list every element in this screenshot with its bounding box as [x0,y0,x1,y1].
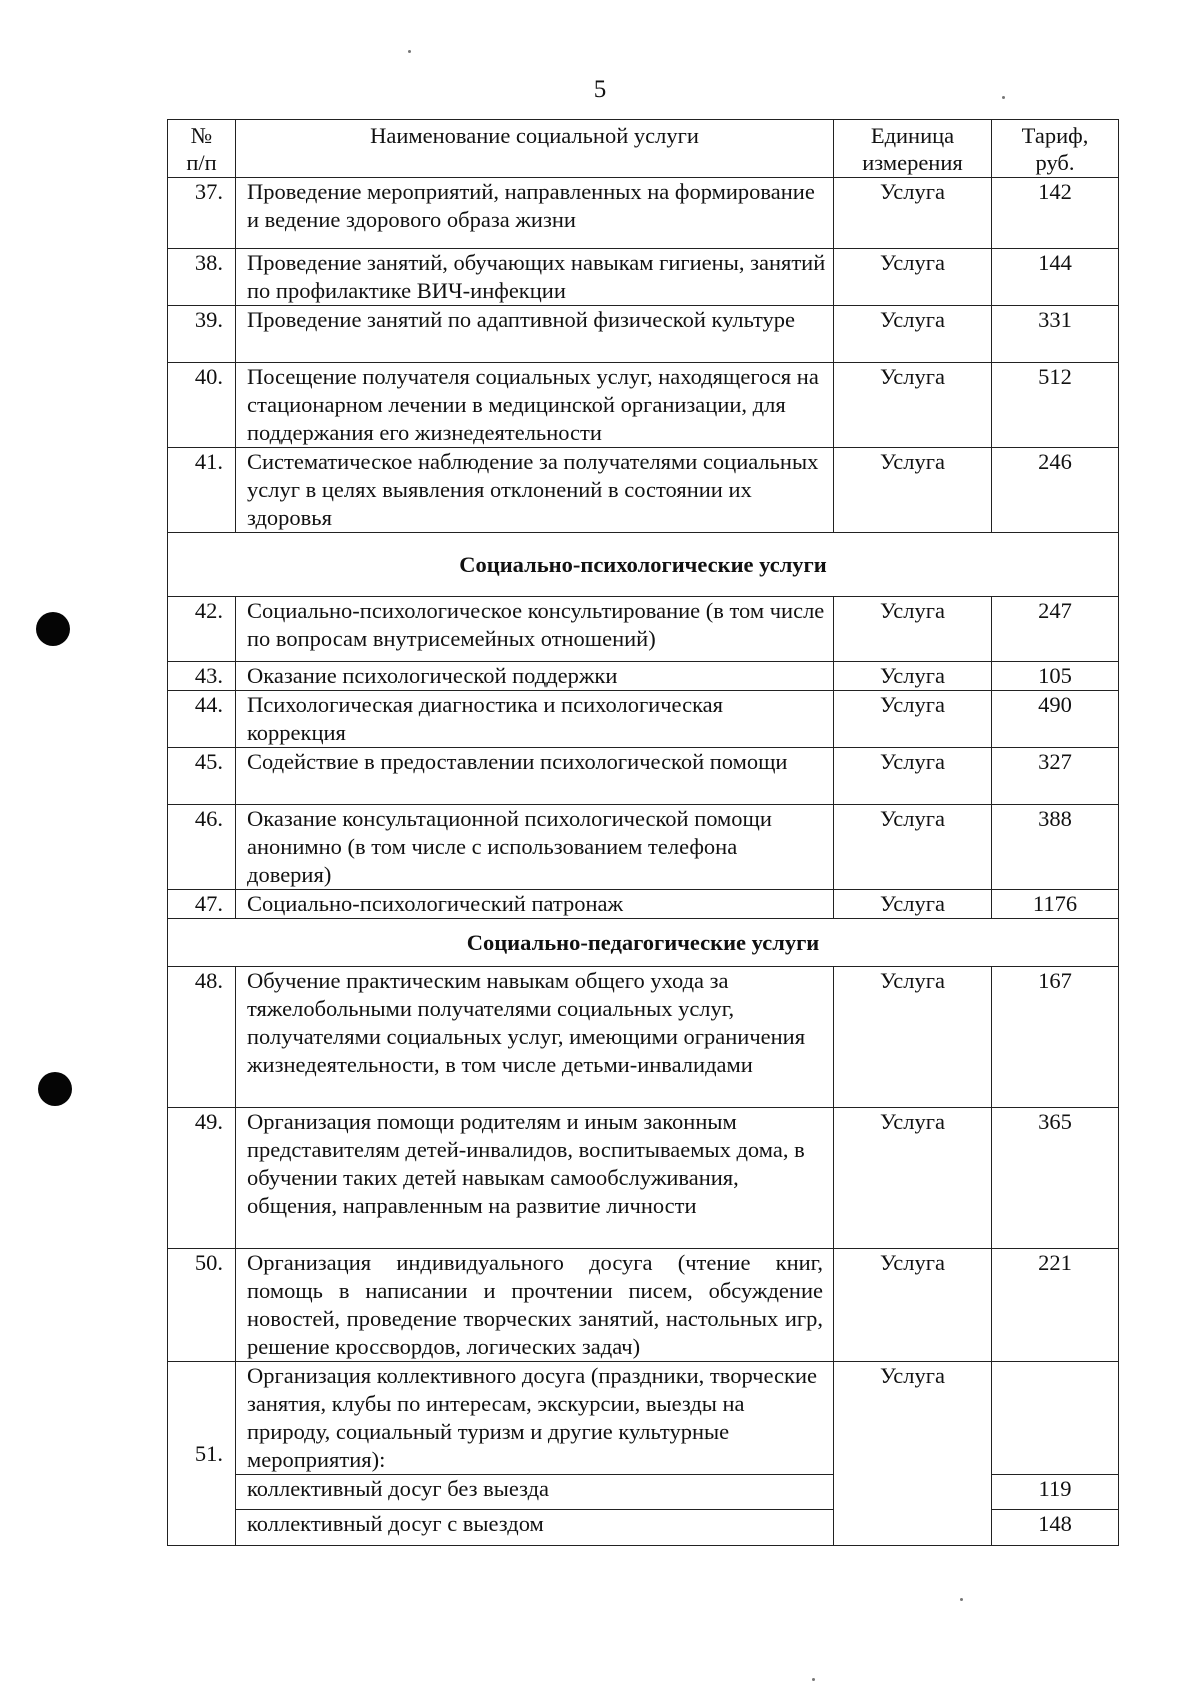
row-unit: Услуга [834,967,992,1108]
table-row [168,597,1119,662]
row-price: 246 [992,448,1119,533]
row-price: 247 [992,597,1119,662]
table-row [168,691,1119,748]
punch-hole [38,1072,72,1106]
table-row [168,805,1119,890]
row-name: Организация коллективного досуга (праздники, творческие занятия, клубы по интересам, экскурсии, выезды на природу, социальный туризм и другие культурные мероприятия): [236,1362,834,1475]
row-unit: Услуга [834,363,992,448]
row-unit: Услуга [834,448,992,533]
row-num: 38. [168,249,236,306]
scan-speck [812,1678,815,1681]
scan-speck [960,1598,963,1601]
row-unit: Услуга [834,748,992,805]
row-name: Проведение занятий по адаптивной физической культуре [236,306,834,363]
row-unit: Услуга [834,249,992,306]
row-name: Содействие в предоставлении психологической помощи [236,748,834,805]
scan-speck [1002,96,1005,99]
row-num: 46. [168,805,236,890]
section-row [168,919,1119,967]
row-name: Оказание консультационной психологической помощи анонимно (в том числе с использованием телефона доверия) [236,805,834,890]
table-row [168,890,1119,919]
row-price: 105 [992,662,1119,691]
tariff-table [167,119,1119,1546]
row-price: 512 [992,363,1119,448]
row-name: Организация индивидуального досуга (чтение книг, помощь в написании и прочтении писем, обсуждение новостей, проведение творческих занятий, настольных игр, решение кроссвордов, логических задач) [236,1249,834,1362]
row-price: 142 [992,178,1119,249]
table-row [168,249,1119,306]
scan-speck [408,50,411,53]
row-unit: Услуга [834,1108,992,1249]
table-row [168,1362,1119,1475]
row-unit: Услуга [834,805,992,890]
subrow-price: 119 [992,1475,1119,1510]
row-price: 388 [992,805,1119,890]
row-name: Обучение практическим навыкам общего ухода за тяжелобольными получателями социальных услуг, получателями социальных услуг, имеющими ограничения жизнедеятельности, в том числе детьми-инвалидами [236,967,834,1108]
table-header-row [168,120,1119,178]
header-price: Тариф, руб. [992,120,1119,178]
row-unit: Услуга [834,178,992,249]
row-num: 43. [168,662,236,691]
row-price: 167 [992,967,1119,1108]
table-row [168,662,1119,691]
header-num: № п/п [168,120,236,178]
row-price: 365 [992,1108,1119,1249]
subrow-name: коллективный досуг с выездом [236,1510,834,1546]
row-num: 47. [168,890,236,919]
row-num: 40. [168,363,236,448]
row-num: 50. [168,1249,236,1362]
row-unit: Услуга [834,1249,992,1362]
row-price: 331 [992,306,1119,363]
header-name: Наименование социальной услуги [236,120,834,178]
row-price: 144 [992,249,1119,306]
row-num: 39. [168,306,236,363]
page-number: 5 [593,76,607,103]
table-row [168,178,1119,249]
table-row [168,448,1119,533]
row-name: Посещение получателя социальных услуг, находящегося на стационарном лечении в медицинской организации, для поддержания его жизнедеятельности [236,363,834,448]
row-name: Психологическая диагностика и психологическая коррекция [236,691,834,748]
row-unit: Услуга [834,662,992,691]
subrow-name: коллективный досуг без выезда [236,1475,834,1510]
row-num: 49. [168,1108,236,1249]
row-num: 48. [168,967,236,1108]
row-num: 41. [168,448,236,533]
row-name: Проведение мероприятий, направленных на формирование и ведение здорового образа жизни [236,178,834,249]
row-name: Социально-психологический патронаж [236,890,834,919]
row-price: 490 [992,691,1119,748]
row-name: Оказание психологической поддержки [236,662,834,691]
section-heading: Социально-психологические услуги [168,533,1119,597]
table-row [168,363,1119,448]
punch-hole [36,612,70,646]
row-unit: Услуга [834,890,992,919]
row-num: 42. [168,597,236,662]
row-unit: Услуга [834,306,992,363]
row-unit: Услуга [834,597,992,662]
table-row [168,306,1119,363]
row-price: 221 [992,1249,1119,1362]
row-name: Проведение занятий, обучающих навыкам гигиены, занятий по профилактике ВИЧ-инфекции [236,249,834,306]
table-row [168,967,1119,1108]
section-heading: Социально-педагогические услуги [168,919,1119,967]
row-name: Организация помощи родителям и иным законным представителям детей-инвалидов, воспитываемых дома, в обучении таких детей навыкам самообслуживания, общения, направленным на развитие личности [236,1108,834,1249]
subrow-price: 148 [992,1510,1119,1546]
row-name: Социально-психологическое консультирование (в том числе по вопросам внутрисемейных отношений) [236,597,834,662]
row-num: 45. [168,748,236,805]
row-unit: Услуга [834,691,992,748]
table-row [168,748,1119,805]
row-price: 327 [992,748,1119,805]
row-price [992,1362,1119,1475]
row-num: 51. [168,1362,236,1546]
row-num: 44. [168,691,236,748]
header-unit: Единица измерения [834,120,992,178]
table-row [168,1108,1119,1249]
row-unit: Услуга [834,1362,992,1546]
table-row [168,1249,1119,1362]
row-price: 1176 [992,890,1119,919]
row-num: 37. [168,178,236,249]
section-row [168,533,1119,597]
row-name: Систематическое наблюдение за получателями социальных услуг в целях выявления отклонений в состоянии их здоровья [236,448,834,533]
